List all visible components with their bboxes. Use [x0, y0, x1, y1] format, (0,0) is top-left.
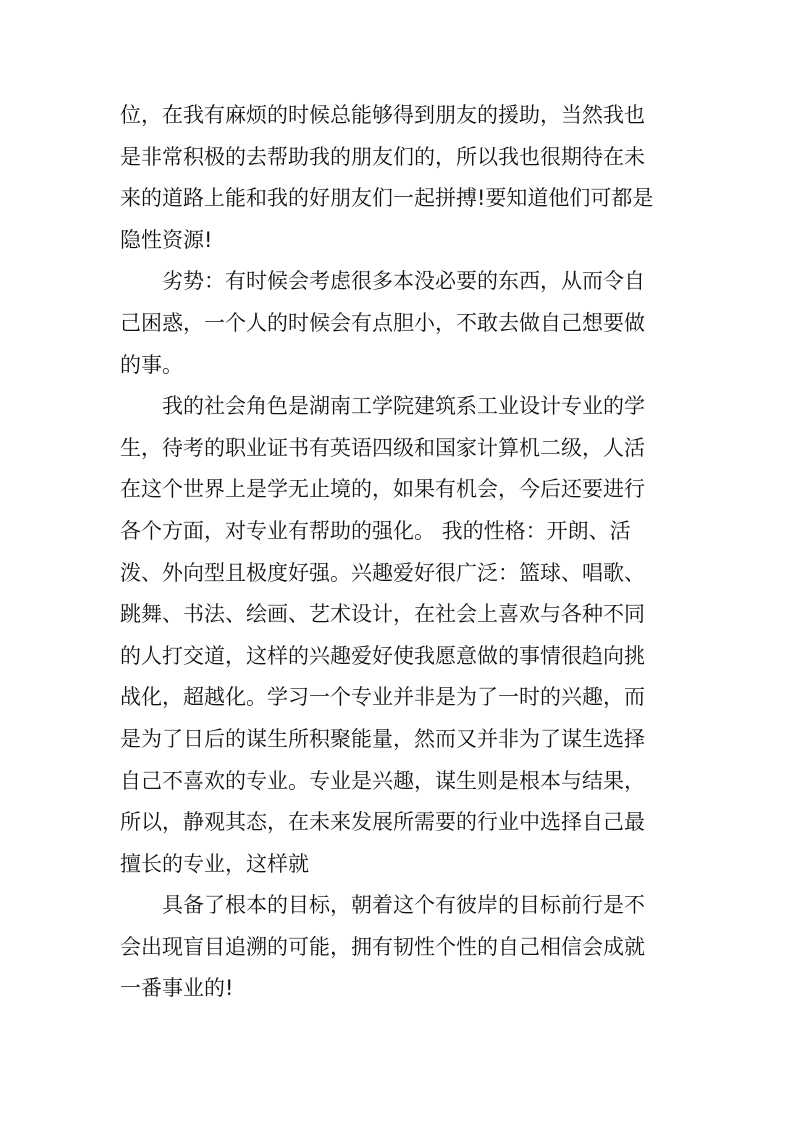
text-line: 擅长的专业，这样就: [120, 851, 309, 876]
paragraph-goals: [120, 885, 665, 1010]
text-line: 生，待考的职业证书有英语四级和国家计算机二级，人活: [120, 435, 645, 460]
document-body: [120, 95, 665, 1010]
text-line: 的人打交道，这样的兴趣爱好使我愿意做的事情很趋向挑: [120, 643, 645, 668]
text-line: 在这个世界上是学无止境的，如果有机会，今后还要进行: [120, 477, 645, 502]
text-line: 劣势：有时候会考虑很多本没必要的东西，从而令自: [162, 269, 645, 294]
text-line: 战化，超越化。学习一个专业并非是为了一时的兴趣，而: [120, 685, 645, 710]
paragraph-weaknesses: [120, 261, 665, 386]
text-line: 一番事业的!: [120, 976, 234, 1001]
text-line: 是为了日后的谋生所积聚能量，然而又并非为了谋生选择: [120, 726, 645, 751]
text-line: 来的道路上能和我的好朋友们一起拼搏!要知道他们可都是: [120, 186, 654, 211]
text-line: 己困惑，一个人的时候会有点胆小，不敢去做自己想要做: [120, 310, 645, 335]
text-line: 各个方面，对专业有帮助的强化。 我的性格：开朗、活: [120, 518, 631, 543]
text-line: 具备了根本的目标，朝着这个有彼岸的目标前行是不: [162, 893, 645, 918]
paragraph-friends: [120, 95, 665, 261]
text-line: 泼、外向型且极度好强。兴趣爱好很广泛：篮球、唱歌、: [120, 560, 645, 585]
text-line: 自己不喜欢的专业。专业是兴趣，谋生则是根本与结果，: [120, 768, 645, 793]
text-line: 的事。: [120, 352, 183, 377]
paragraph-social-role: [120, 386, 665, 885]
text-line: 跳舞、书法、绘画、艺术设计，在社会上喜欢与各种不同: [120, 602, 645, 627]
text-line: 是非常积极的去帮助我的朋友们的，所以我也很期待在未: [120, 144, 645, 169]
text-line: 我的社会角色是湖南工学院建筑系工业设计专业的学: [162, 394, 645, 419]
text-line: 会出现盲目追溯的可能，拥有韧性个性的自己相信会成就: [120, 934, 645, 959]
text-line: 位，在我有麻烦的时候总能够得到朋友的援助，当然我也: [120, 103, 645, 127]
text-line: 隐性资源!: [120, 227, 213, 252]
text-line: 所以，静观其态，在未来发展所需要的行业中选择自己最: [120, 810, 645, 835]
